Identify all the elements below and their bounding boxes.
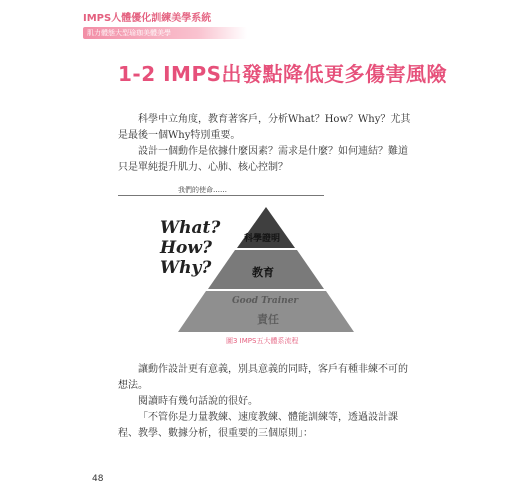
tier-label-science: 科學證明 [244, 234, 281, 244]
page-number: 48 [92, 474, 104, 484]
tier-label-education: 教育 [252, 266, 274, 279]
tier-label-responsibility: 責任 [257, 313, 279, 326]
figure-header-rule [118, 195, 324, 196]
paragraph: 「不管你是力量教練、速度教練、體能訓練等，透過設計課程、教學、數據分析，很重要的三個原則」： [118, 412, 398, 439]
body-text-top [118, 112, 414, 176]
paragraph: 設計一個動作是依據什麼因素？需求是什麼？如何連結？難道只是單純提升肌力、心肺、核心控制？ [118, 146, 408, 173]
question-how: How? [160, 238, 212, 258]
header-title-rest: 人體優化訓練美學系統 [111, 13, 212, 24]
header-subtitle: 肌力體態大型瑜珈美體美學 [83, 27, 247, 39]
section-heading: 1-2 IMPS出發點降低更多傷害風險 [118, 62, 448, 86]
paragraph: 閱讀時有幾句話說的很好。 [138, 396, 258, 407]
header-title [83, 13, 211, 25]
paragraph: 科學中立角度，教育著客戶，分析What？How？Why？尤其是最後一個Why特別重要。 [118, 114, 411, 141]
figure-header-text: 我們的使命…… [178, 186, 227, 194]
tier-label-good-trainer: Good Trainer [232, 296, 299, 306]
figure-caption: 圖3 IMPS五大體系流程 [226, 337, 299, 345]
header-title-prefix: IMPS [83, 13, 112, 24]
question-what: What? [160, 218, 221, 238]
body-text-bottom [118, 362, 414, 442]
question-why: Why? [160, 258, 212, 278]
running-header [83, 13, 293, 41]
paragraph: 讓動作設計更有意義，別具意義的同時，客戶有種非練不可的想法。 [118, 364, 408, 391]
